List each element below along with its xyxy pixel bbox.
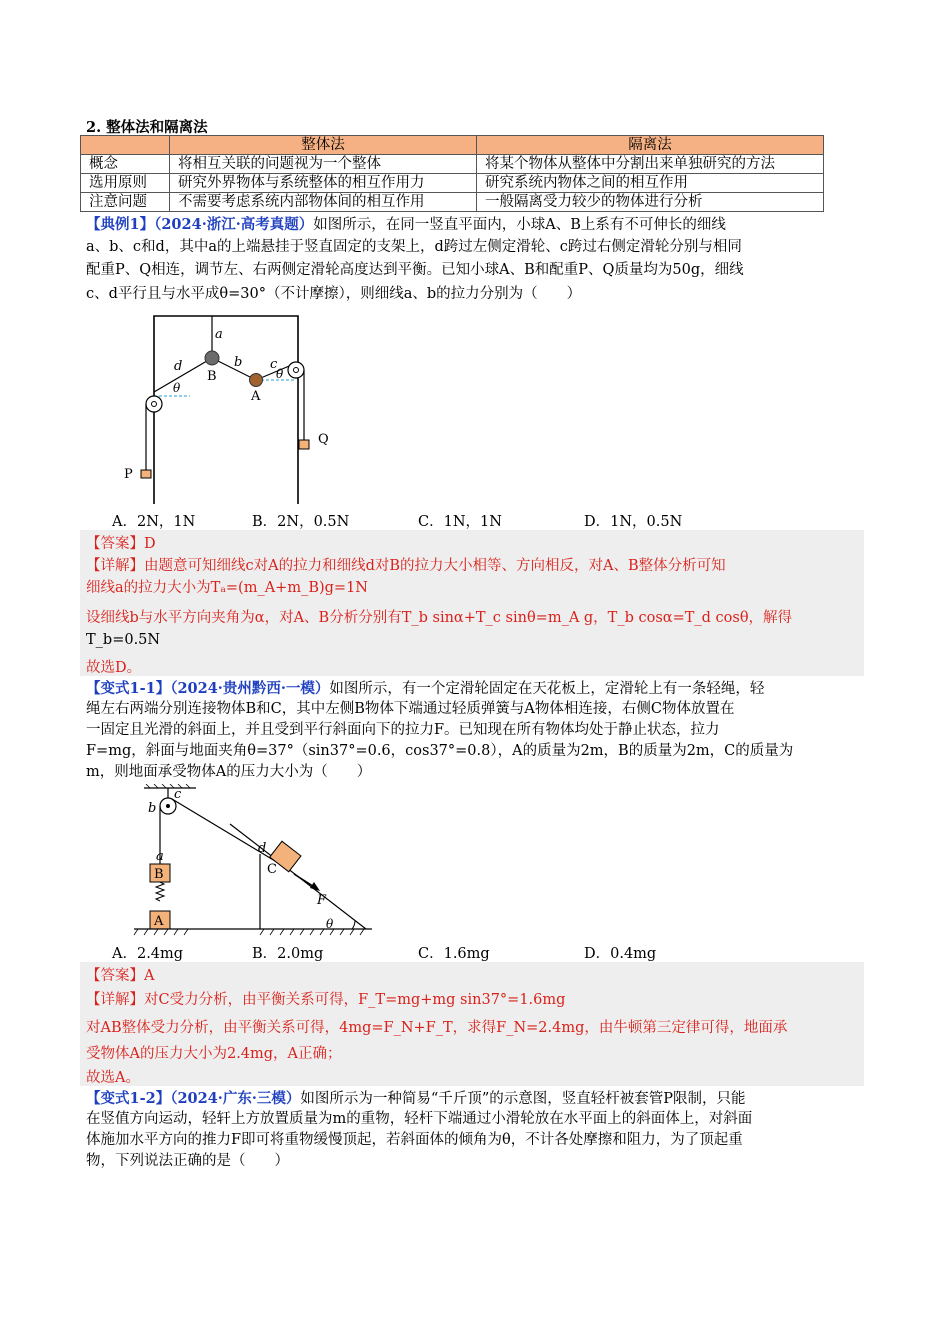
table-cell: 研究外界物体与系统整体的相互作用力 [170,174,477,193]
ex1-answer: 【答案】D [86,536,156,552]
ex1-detail-line2: 细线a的拉力大小为Tₐ=(m_A+m_B)g=1N [86,580,368,596]
example1-line1 [86,214,856,236]
label-theta-right: θ [276,367,284,381]
label-P: P [124,467,133,482]
var1-detail-line1: 【详解】对C受力分析，由平衡关系可得，F_T=mg+mg sin37°=1.6mg [86,992,566,1008]
example1-line3: 配重P、Q相连，调节左、右两侧定滑轮高度达到平衡。已知小球A、B和配重P、Q质量均为50g，细线 [86,262,744,278]
var1-answer-block [80,962,864,1086]
table-row [81,193,824,212]
table-header-cell: 隔离法 [477,136,824,155]
table-header-cell: 整体法 [170,136,477,155]
var1-detail-line2: 对AB整体受力分析，由平衡关系可得，4mg=F_N+F_T，求得F_N=2.4mg，由牛顿第三定律可得，地面承 [86,1020,788,1036]
table-cell: 研究系统内物体之间的相互作用 [477,174,824,193]
table-cell: 选用原则 [81,174,170,193]
var1-option-c: C．1.6mg [418,946,490,962]
var1-line4: F=mg，斜面与地面夹角θ=37°（sin37°=0.6，cos37°=0.8），A的质量为2m，B的质量为2m，C的质量为 [86,743,794,759]
table-row [81,174,824,193]
var1-line1 [86,678,856,700]
example1-line2: a、b、c和d，其中a的上端悬挂于竖直固定的支架上，d跨过左侧定滑轮、c跨过右侧定滑轮分别与相同 [86,239,742,255]
ball-B [205,351,219,365]
table-cell: 不需要考虑系统内部物体间的相互作用 [170,193,477,212]
var2-tag: 【变式1-2】（2024·广东·三模） [86,1090,301,1107]
label-Q: Q [318,432,329,447]
label-a: a [215,327,223,342]
label-d: d [174,359,183,374]
var1-line5: m，则地面承受物体A的压力大小为（ ） [86,764,372,780]
incline-figure [130,784,380,942]
example1-text: 如图所示，在同一竖直平面内，小球A、B上系有不可伸长的细线 [313,217,726,233]
pulley-figure [110,312,350,510]
ex1-detail-line4: T_b=0.5N [86,632,161,648]
weight-P [141,470,151,478]
ex1-detail-line1: 【详解】由题意可知细线c对A的拉力和细线d对B的拉力大小相等、方向相反，对A、B整体分析可知 [86,558,726,574]
section-title: 2. 整体法和隔离法 [86,119,208,136]
var1-answer: 【答案】A [86,968,155,984]
label-theta: θ [326,917,334,931]
label-b: b [234,355,243,370]
var1-option-d: D．0.4mg [584,946,657,962]
ex1-option-c: C．1N，1N [418,514,502,530]
var1-option-b: B．2.0mg [252,946,324,962]
ball-A [250,374,263,387]
table-header-cell [81,136,170,155]
table-cell: 一般隔离受力较少的物体进行分析 [477,193,824,212]
spring [156,882,164,901]
ex1-detail-line3: 设细线b与水平方向夹角为α，对A、B分析分别有T_b sinα+T_c sinθ=m_A g，T_b cosα=T_d cosθ，解得 [86,610,793,626]
weight-Q [299,440,309,449]
ex1-option-b: B．2N，0.5N [252,514,350,530]
ex1-answer-block [80,530,864,676]
comparison-table [80,135,824,212]
ex1-option-d: D．1N，0.5N [584,514,683,530]
example1-line4: c、d平行且与水平成θ=30°（不计摩擦），则细线a、b的拉力分别为（ ） [86,286,582,302]
label-c: c [270,357,278,372]
table-cell: 将某个物体从整体中分割出来单独研究的方法 [477,155,824,174]
label-a: a [156,849,164,864]
label-A: A [251,389,261,404]
table-cell: 将相互关联的问题视为一个整体 [170,155,477,174]
var1-detail-line3: 受物体A的压力大小为2.4mg，A正确； [86,1046,342,1062]
var1-tag: 【变式1-1】（2024·贵州黔西·一模） [86,680,330,697]
ex1-detail-line5: 故选D。 [86,660,142,676]
var2-line1 [86,1088,856,1110]
table-header-row [81,136,824,155]
label-c: c [174,787,182,802]
left-pulley [146,396,162,412]
var2-line2: 在竖值方向运动，轻轩上方放置质量为m的重物，轻杆下端通过小滑轮放在水平面上的斜面体上，对斜面 [86,1111,753,1127]
label-C: C [267,862,277,877]
table-cell: 概念 [81,155,170,174]
var1-text: 如图所示，有一个定滑轮固定在天花板上，定滑轮上有一条轻绳，轻 [329,681,765,697]
var2-line3: 体施加水平方向的推力F即可将重物缓慢顶起，若斜面体的倾角为θ，不计各处摩擦和阻力，为了顶起重 [86,1132,743,1148]
var2-line4: 物，下列说法正确的是（ ） [86,1153,289,1169]
var1-option-a: A．2.4mg [112,946,184,962]
label-d: d [258,841,267,856]
label-B: B [207,369,217,384]
label-B: B [154,867,164,882]
var1-line3: 一固定且光滑的斜面上，并且受到平行斜面向下的拉力F。已知现在所有物体均处于静止状态，拉力 [86,722,720,738]
example1-tag: 【典例1】（2024·浙江·高考真题） [86,216,314,233]
right-pulley [288,362,304,378]
label-b: b [148,801,157,816]
label-F: F [317,893,327,908]
ex1-option-a: A．2N，1N [112,514,196,530]
table-row [81,155,824,174]
var2-text: 如图所示为一种简易“千斤顶”的示意图，竖直轻杆被套管P限制，只能 [300,1091,746,1107]
label-theta-left: θ [173,381,181,395]
var1-line2: 绳左右两端分别连接物体B和C，其中左侧B物体下端通过轻质弹簧与A物体相连接，右侧C物体放置在 [86,701,735,717]
label-A: A [154,914,164,929]
table-cell: 注意问题 [81,193,170,212]
var1-detail-line4: 故选A。 [86,1070,140,1086]
